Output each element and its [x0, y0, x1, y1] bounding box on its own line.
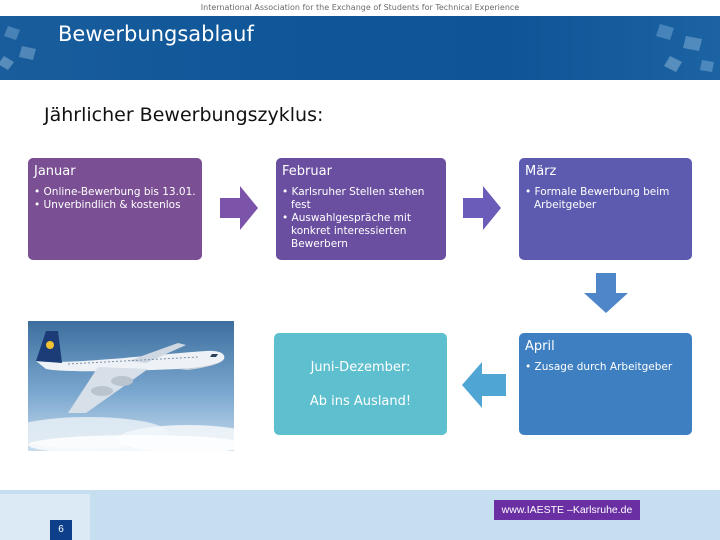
- step-title: Januar: [34, 164, 76, 179]
- step-items: [34, 186, 196, 212]
- section-subtitle: Jährlicher Bewerbungszyklus:: [44, 104, 324, 126]
- step-items: [525, 361, 672, 374]
- flags-decoration-left: [0, 16, 60, 80]
- flags-decoration-right: [640, 16, 720, 80]
- step-juni-dezember: [274, 333, 447, 435]
- page-number: 6: [50, 520, 72, 540]
- airplane-photo: [28, 321, 234, 451]
- step-maerz: [519, 158, 692, 260]
- step-title: April: [525, 339, 555, 354]
- step-februar: [276, 158, 446, 260]
- list-item: • Unverbindlich & kostenlos: [34, 199, 196, 212]
- list-item: • Karlsruher Stellen stehen fest: [282, 186, 446, 212]
- list-item: • Online-Bewerbung bis 13.01.: [34, 186, 196, 199]
- step-message: Ab ins Ausland!: [309, 394, 412, 409]
- list-item: • Zusage durch Arbeitgeber: [525, 361, 672, 374]
- arrow-left-icon: [462, 362, 506, 408]
- step-items: [282, 186, 446, 251]
- step-title: März: [525, 164, 557, 179]
- step-title: Februar: [282, 164, 332, 179]
- arrow-right-icon: [463, 186, 501, 230]
- step-april: [519, 333, 692, 435]
- step-items: [525, 186, 692, 212]
- organization-name: International Association for the Exchange of Students for Technical Experience: [200, 3, 520, 12]
- list-item: • Auswahlgespräche mit konkret interessierten Bewerbern: [282, 212, 446, 251]
- page-title: Bewerbungsablauf: [58, 22, 254, 46]
- list-item: • Formale Bewerbung beim Arbeitgeber: [525, 186, 692, 212]
- step-period-label: Juni-Dezember:: [310, 360, 411, 375]
- footer-url-link[interactable]: www.IAESTE –Karlsruhe.de: [494, 500, 640, 520]
- arrow-down-icon: [584, 273, 628, 313]
- arrow-right-icon: [220, 186, 258, 230]
- footer-left-panel: [0, 494, 90, 540]
- step-januar: [28, 158, 202, 260]
